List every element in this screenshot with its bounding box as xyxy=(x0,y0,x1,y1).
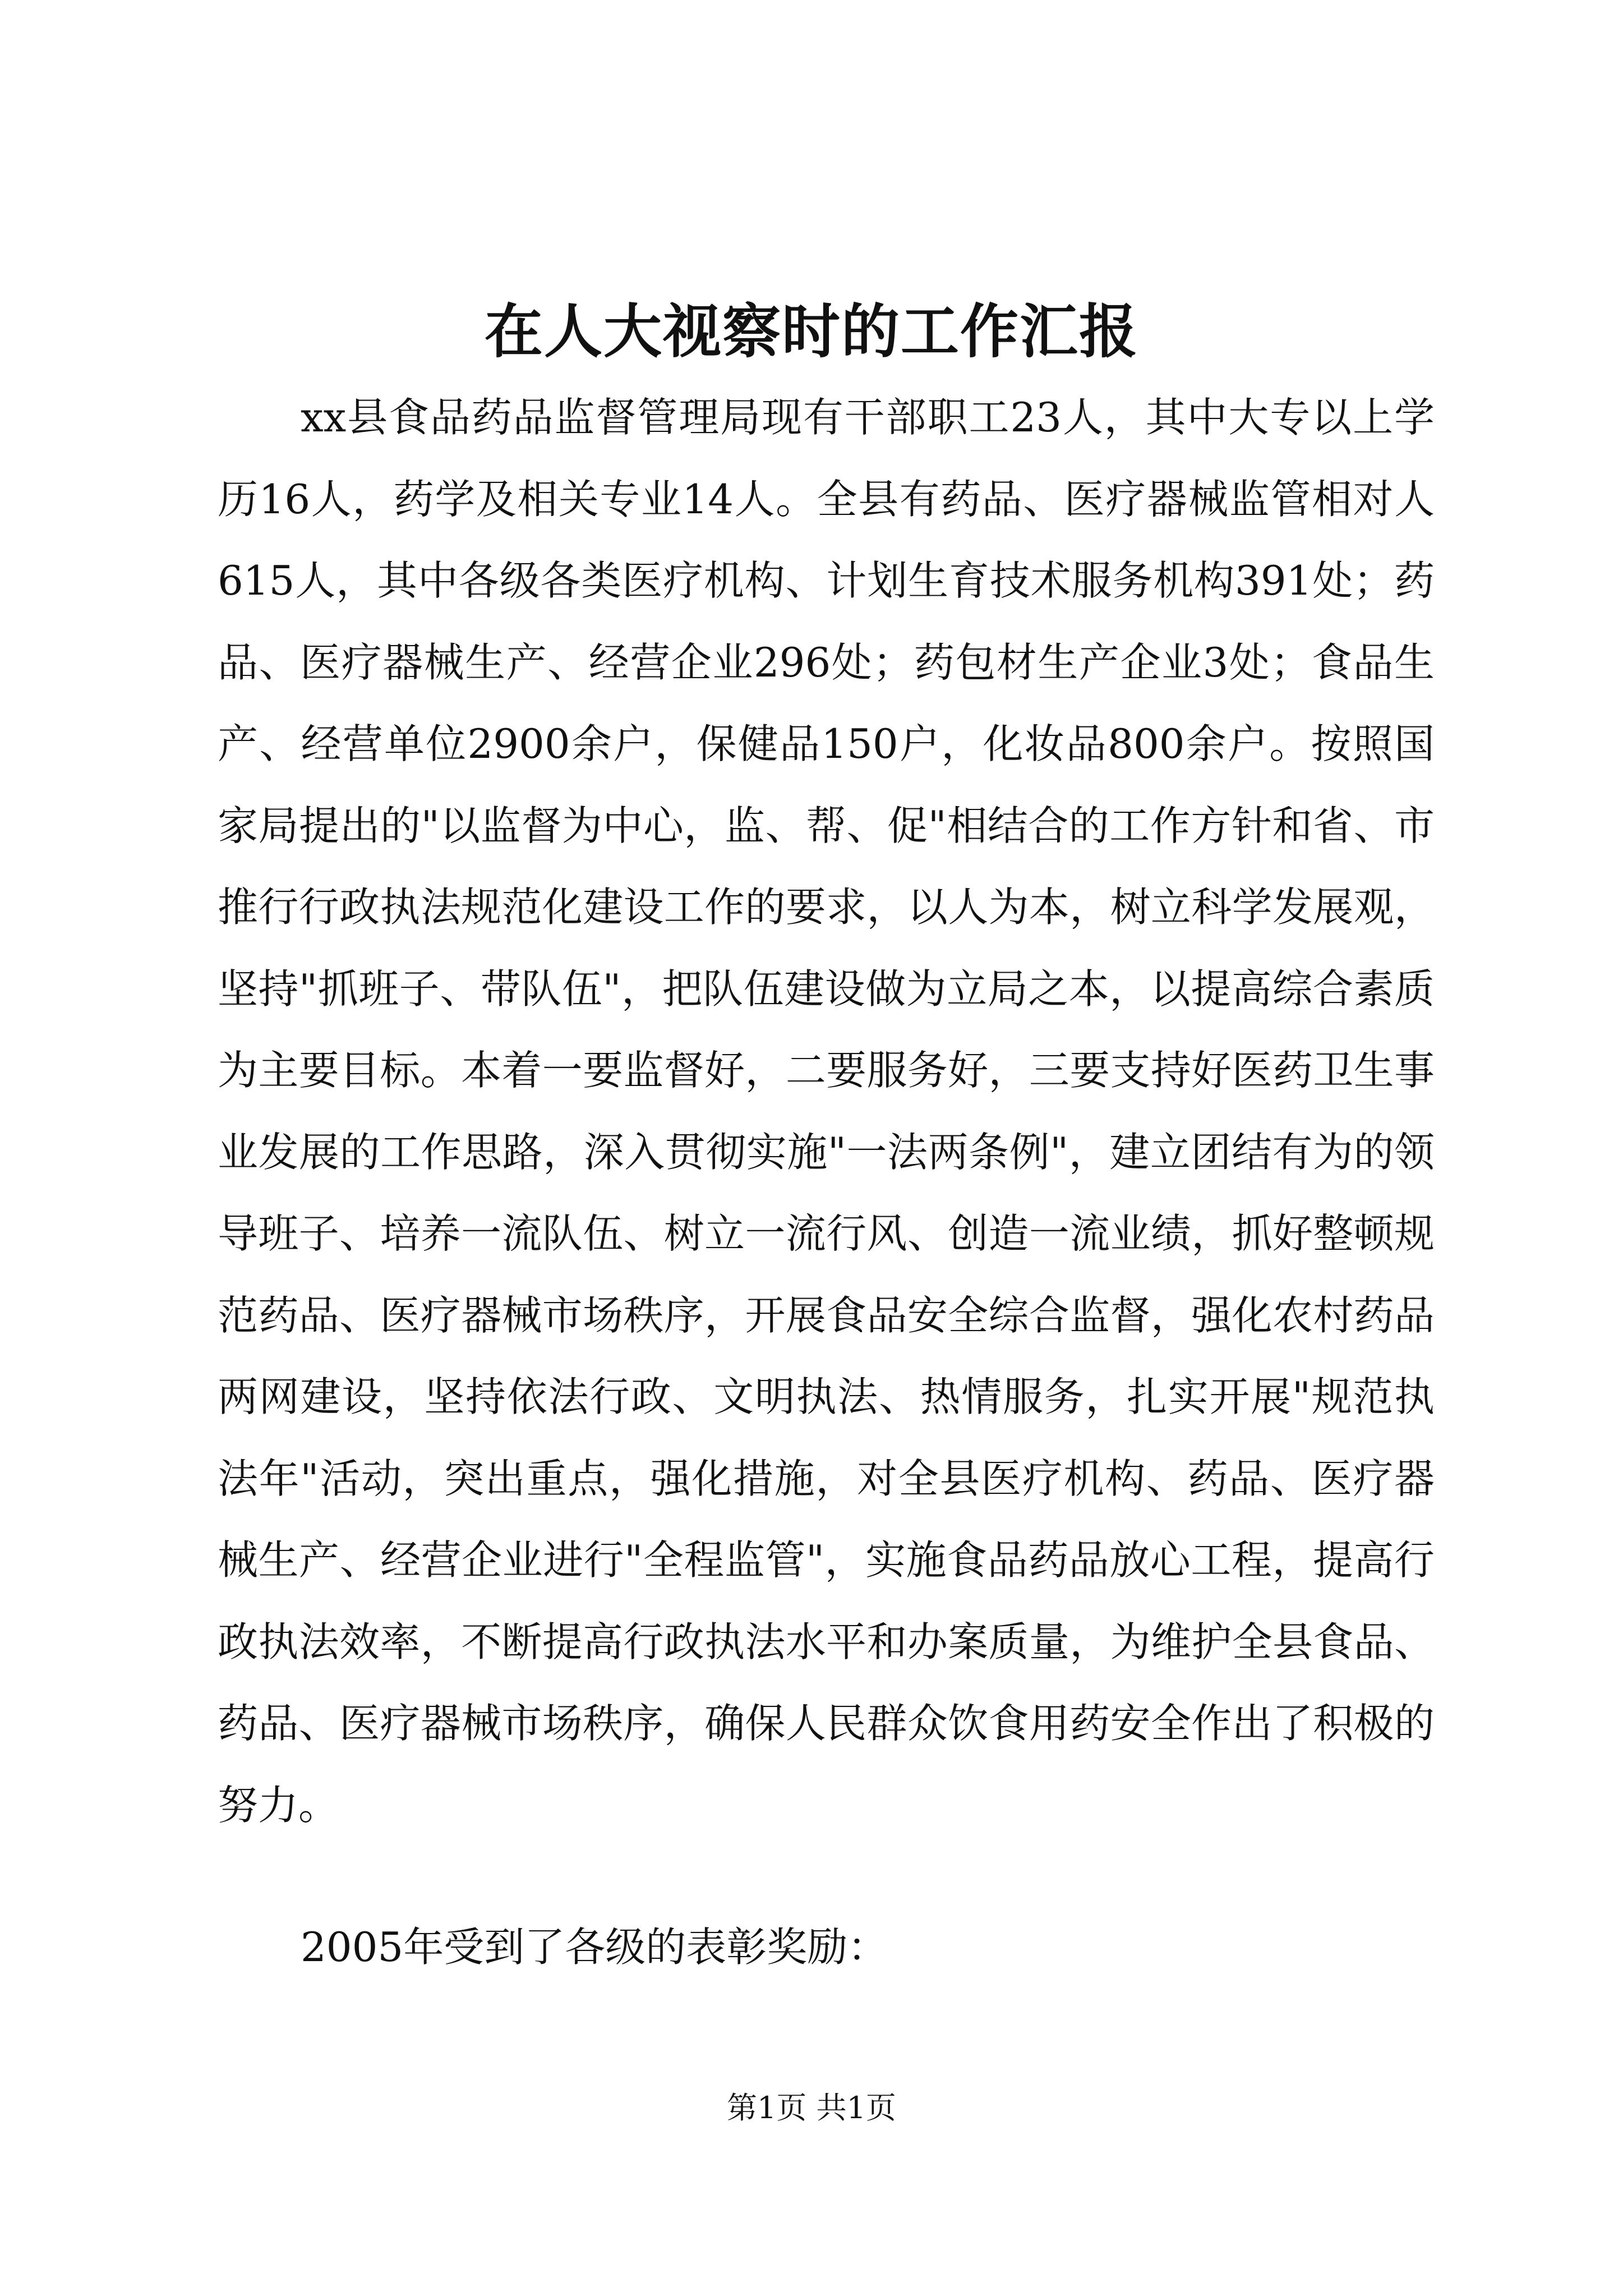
page-number-footer: 第1页 共1页 xyxy=(727,2090,896,2125)
document-body xyxy=(218,377,1435,1989)
body-paragraph-2: 2005年受到了各级的表彰奖励： xyxy=(301,1924,888,1971)
document-title: 在人大视察时的工作汇报 xyxy=(484,297,1138,366)
body-paragraph-1: xx县食品药品监督管理局现有干部职工23人，其中大专以上学历16人，药学及相关专业14人。全县有药品、医疗器械监管相对人615人，其中各级各类医疗机构、计划生育技术服务机构391处；药品、医疗器械生产、经营企业296处；药包材生产企业3处；食品生产、经营单位2900余户，保健品150户，化妆品800余户。按照国家局提出的"以监督为中心，监、帮、促"相结合的工作方针和省、市推行行政执法规范化建设工作的要求，以人为本，树立科学发展观，坚持"抓班子、带队伍"，把队伍建设做为立局之本，以提高综合素质为主要目标。本着一要监督好，二要服务好，三要支持好医药卫生事业发展的工作思路，深入贯彻实施"一法两条例"，建立团结有为的领导班子、培养一流队伍、树立一流行风、创造一流业绩，抓好整顿规范药品、医疗器械市场秩序，开展食品安全综合监督，强化农村药品两网建设，坚持依法行政、文明执法、热情服务，扎实开展"规范执法年"活动，突出重点，强化措施，对全县医疗机构、药品、医疗器械生产、经营企业进行"全程监管"，实施食品药品放心工程，提高行政执法效率，不断提高行政执法水平和办案质量，为维护全县食品、药品、医疗器械市场秩序，确保人民群众饮食用药安全作出了积极的努力。 xyxy=(218,394,1435,1829)
